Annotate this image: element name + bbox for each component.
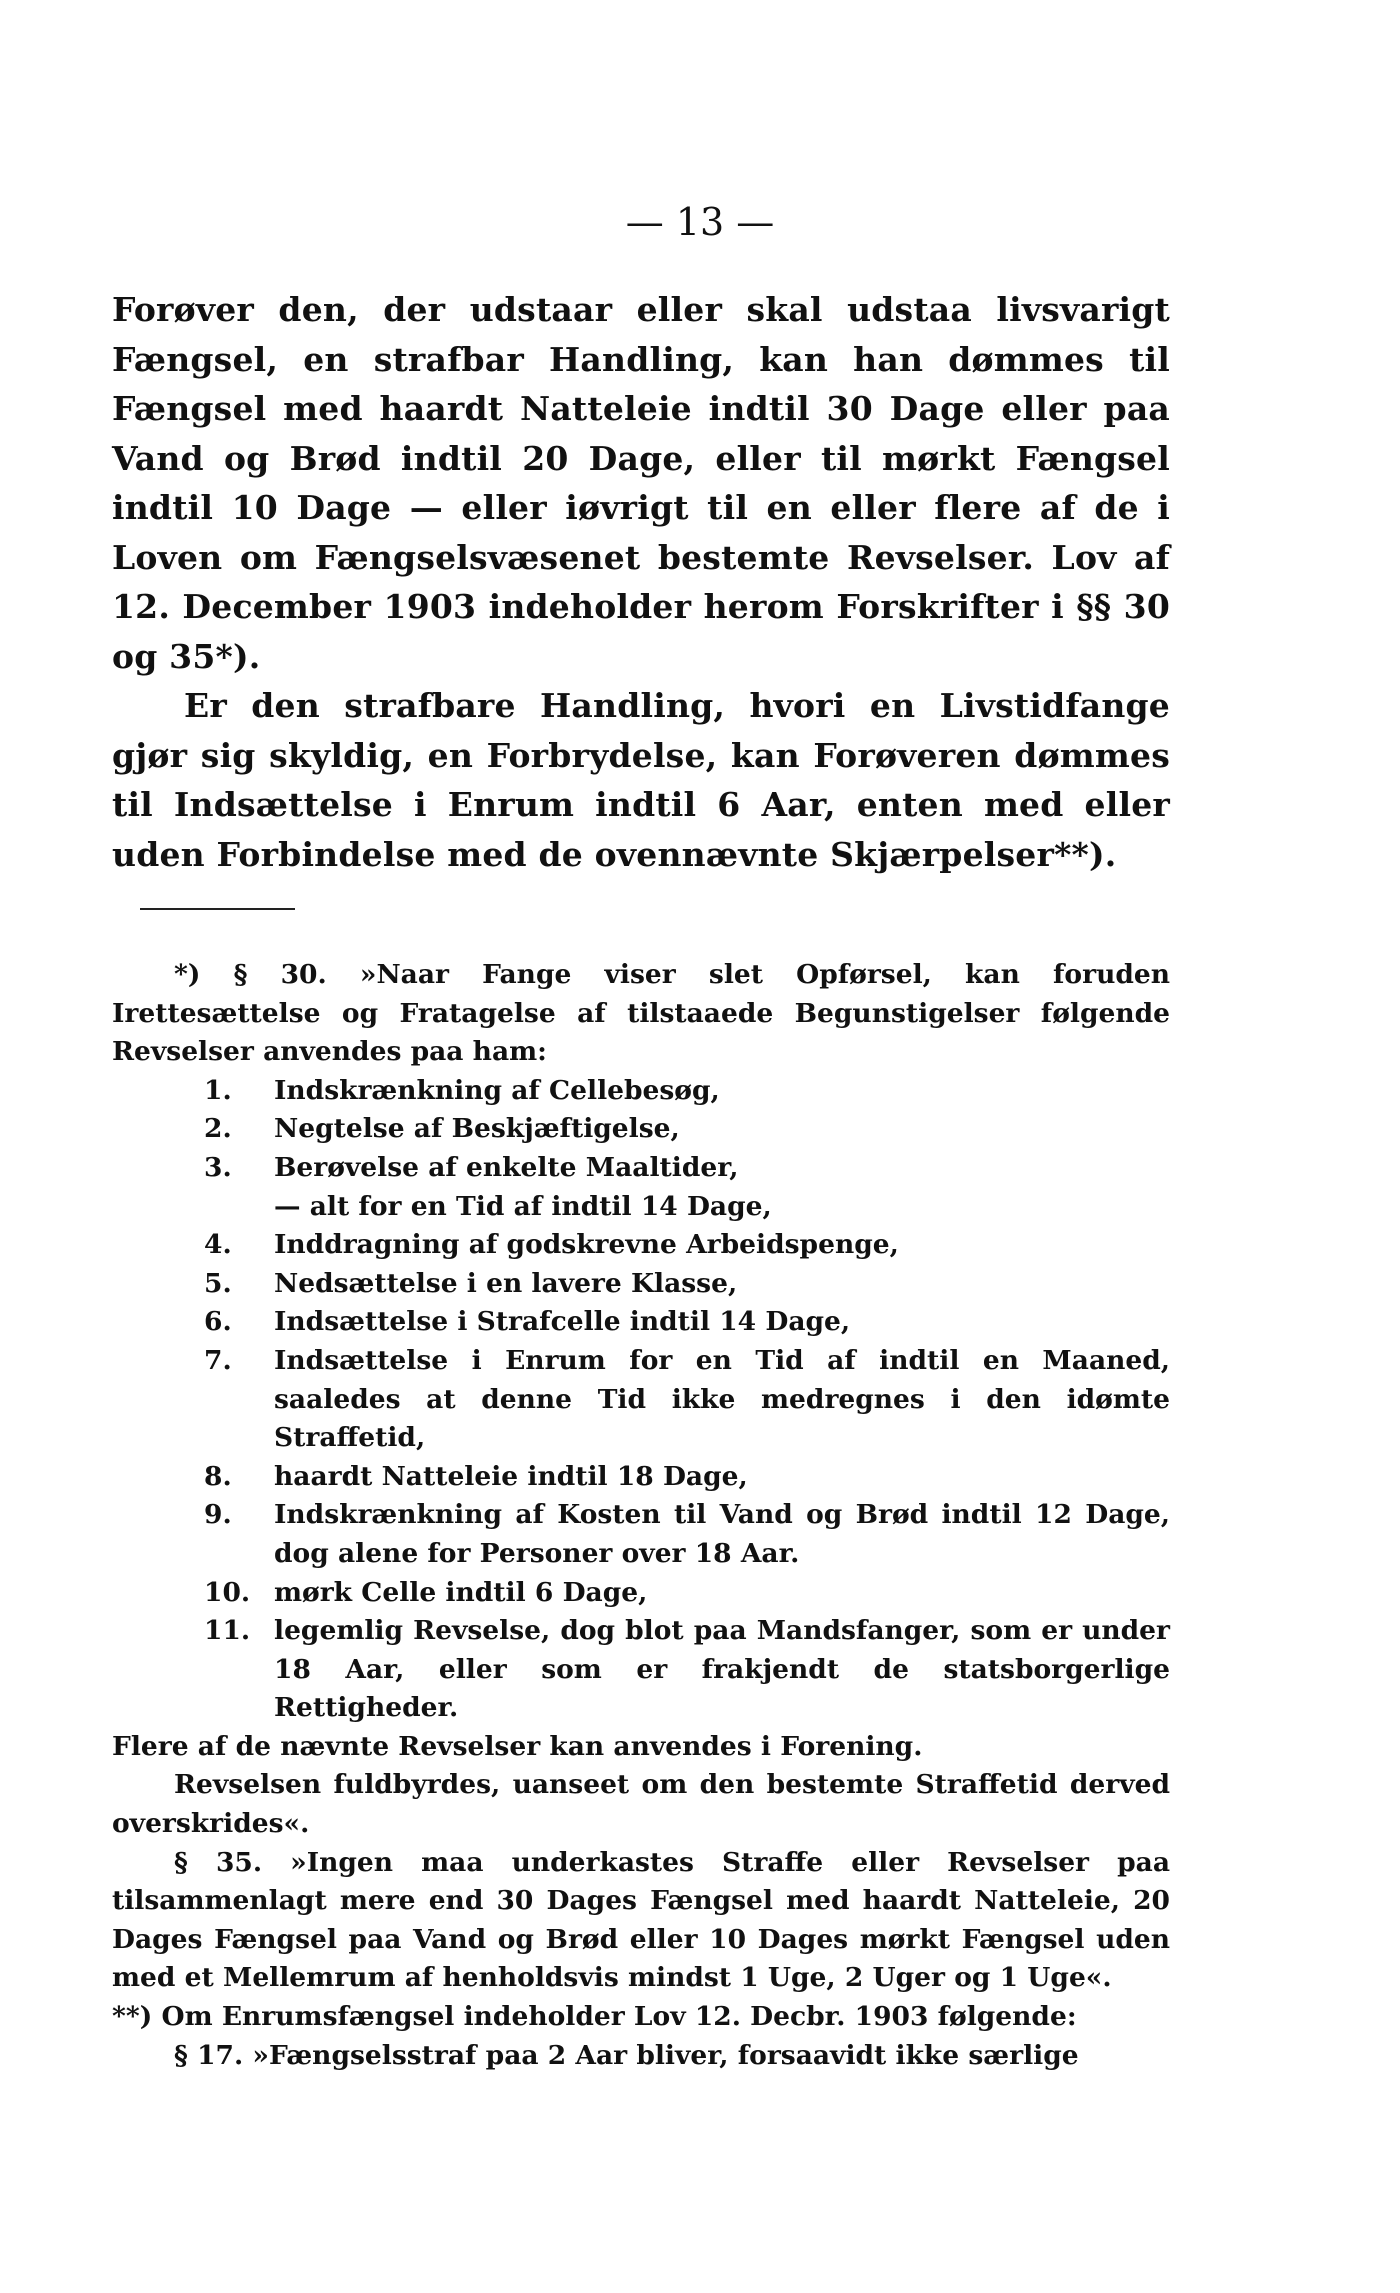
list-item: 11. legemlig Revselse, dog blot paa Mandsfanger, som er under 18 Aar, eller som er frakjendt de statsborgerlige Rettigheder. (204, 1615, 1170, 1724)
footnotes (112, 956, 1170, 2075)
list-item: 2. Negtelse af Beskjæftigelse, (204, 1113, 680, 1145)
revselser-list (112, 1072, 1170, 1728)
page-number: — 13 — (625, 200, 775, 244)
list-item: 5. Nedsættelse i en lavere Klasse, (204, 1267, 738, 1299)
list-item: 6. Indsættelse i Strafcelle indtil 14 Dage, (204, 1306, 851, 1338)
footnote-2-section-17: § 17. »Fængselsstraf paa 2 Aar bliver, forsaavidt ikke særlige (174, 2039, 1079, 2071)
list-item: 1. Indskrænkning af Cellebesøg, (204, 1074, 720, 1106)
paragraph-1: Forøver den, der udstaar eller skal udstaa livsvarigt Fængsel, en strafbar Handling, kan han dømmes til Fængsel med haardt Natteleie indtil 30 Dage eller paa Vand og Brød indtil 20 Dage, eller til mørkt Fængsel indtil 10 Dage — eller iøvrigt til en eller flere af de i Loven om Fængselsvæsenet bestemte Revselser. Lov af 12. December 1903 indeholder herom Forskrifter i §§ 30 og 35*). (112, 290, 1170, 676)
main-text (112, 285, 1170, 879)
list-item: 9. Indskrænkning af Kosten til Vand og Brød indtil 12 Dage, dog alene for Personer over 18 Aar. (204, 1499, 1170, 1569)
list-item: 4. Inddragning af godskrevne Arbeidspenge, (204, 1229, 899, 1261)
footnote-2-intro: **) Om Enrumsfængsel indeholder Lov 12. Decbr. 1903 følgende: (112, 2001, 1077, 2033)
footnote-1-intro: *) § 30. »Naar Fange viser slet Opførsel, kan foruden Irettesættelse og Fratagelse af tilstaaede Begunstigelser følgende Revselser anvendes paa ham: (112, 959, 1170, 1068)
list-item: 7. Indsættelse i Enrum for en Tid af indtil en Maaned, saaledes at denne Tid ikke medregnes i den idømte Straffetid, (204, 1344, 1170, 1454)
footnote-1-after-1: Flere af de nævnte Revselser kan anvendes i Forening. (112, 1730, 923, 1762)
list-item: 3. Berøvelse af enkelte Maaltider, (204, 1151, 739, 1183)
paragraph-2: Er den strafbare Handling, hvori en Livstidfange gjør sig skyldig, en Forbrydelse, kan Forøveren dømmes til Indsættelse i Enrum indtil 6 Aar, enten med eller uden Forbindelse med de ovennævnte Skjærpelser**). (112, 686, 1170, 874)
list-item: 8. haardt Natteleie indtil 18 Dage, (204, 1460, 748, 1492)
footnote-1-section-35: § 35. »Ingen maa underkastes Straffe eller Revselser paa tilsammenlagt mere end 30 Dages Fængsel med haardt Natteleie, 20 Dages Fængsel paa Vand og Brød eller 10 Dages mørkt Fængsel uden med et Mellemrum af henholdsvis mindst 1 Uge, 2 Uger og 1 Uge«. (112, 1846, 1170, 1994)
footnote-separator (140, 908, 295, 910)
list-item: — alt for en Tid af indtil 14 Dage, (274, 1190, 772, 1222)
footnote-1-after-2: Revselsen fuldbyrdes, uanseet om den bestemte Straffetid derved overskrides«. (112, 1769, 1170, 1840)
list-item: 10. mørk Celle indtil 6 Dage, (204, 1576, 648, 1608)
